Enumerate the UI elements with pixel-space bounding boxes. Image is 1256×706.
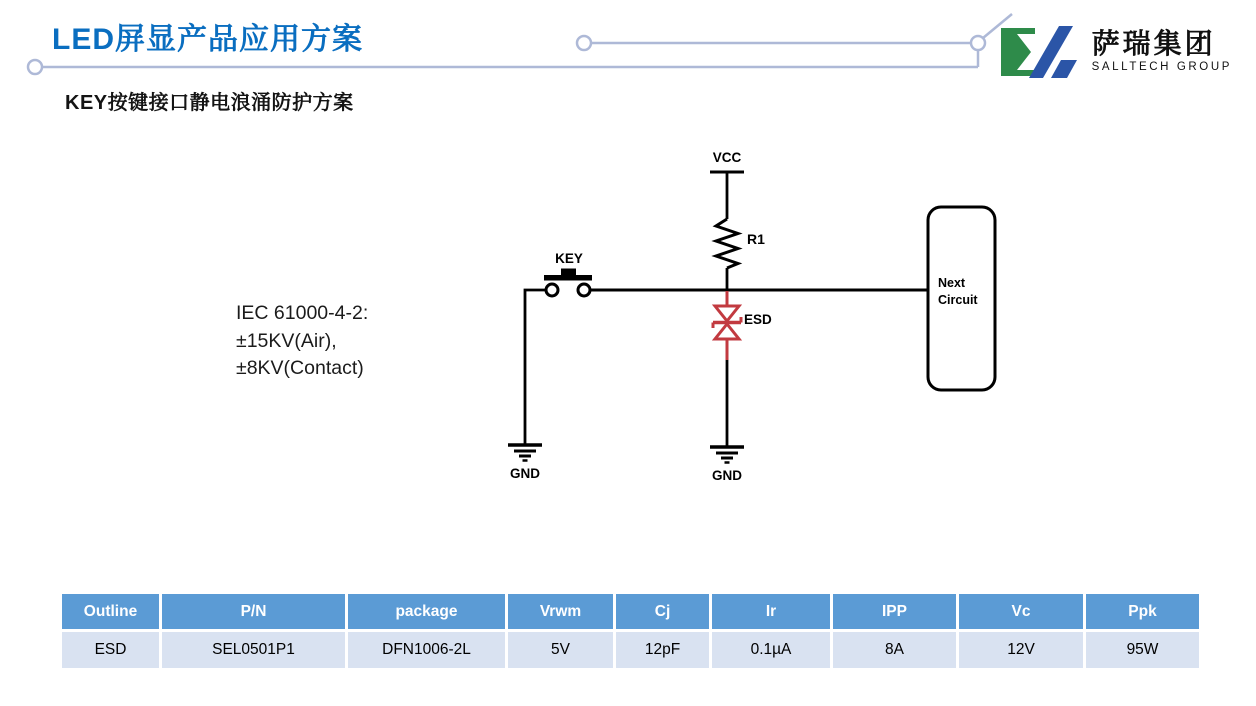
table-header-outline: Outline (62, 594, 159, 629)
table-cell-cj: 12pF (616, 632, 709, 668)
next-circuit-label-line2: Circuit (938, 293, 978, 307)
resistor-r1 (716, 219, 738, 268)
iec-standard-note (236, 300, 368, 383)
logo-name-en: SALLTECH GROUP (1091, 61, 1232, 74)
table-header-vc: Vc (959, 594, 1083, 629)
iec-note-line2: ±15KV(Air), (236, 329, 337, 352)
table-header-pn: P/N (162, 594, 345, 629)
key-terminal-right (578, 284, 590, 296)
table-cell-outline: ESD (62, 632, 159, 668)
gnd-symbol-left (508, 445, 542, 461)
table-cell-package: DFN1006-2L (348, 632, 505, 668)
table-cell-ipp: 8A (833, 632, 956, 668)
table-header-package: package (348, 594, 505, 629)
esd-diode (713, 291, 741, 360)
table-cell-ir: 0.1µA (712, 632, 830, 668)
table-cell-vc: 12V (959, 632, 1083, 668)
page-title: LED屏显产品应用方案 (52, 23, 363, 56)
table-cell-pn: SEL0501P1 (162, 632, 345, 668)
company-logo (1000, 26, 1232, 78)
gnd-left-label: GND (510, 466, 540, 481)
table-header-ipp: IPP (833, 594, 956, 629)
circuit-diagram (450, 140, 1010, 490)
next-circuit-label-line1: Next (938, 276, 966, 290)
table-header-ppk: Ppk (1086, 594, 1199, 629)
gnd-symbol-right (710, 447, 744, 463)
spec-table (62, 594, 1199, 668)
iec-note-line3: ±8KV(Contact) (236, 357, 364, 379)
table-cell-ppk: 95W (1086, 632, 1199, 668)
iec-note-line1: IEC 61000-4-2: (236, 302, 369, 324)
key-switch-actuator (561, 269, 576, 276)
key-label: KEY (555, 251, 583, 266)
section-title: KEY按键接口静电浪涌防护方案 (65, 92, 354, 114)
table-header-cj: Cj (616, 594, 709, 629)
esd-label: ESD (744, 312, 772, 327)
key-switch-cap (544, 275, 592, 281)
table-header-vrwm: Vrwm (508, 594, 613, 629)
key-terminal-left (546, 284, 558, 296)
gnd-right-label: GND (712, 468, 742, 483)
key-ground-wire (525, 290, 546, 445)
table-cell-vrwm: 5V (508, 632, 613, 668)
table-header-ir: Ir (712, 594, 830, 629)
logo-name-cn: 萨瑞集团 (1091, 28, 1216, 60)
logo-mark-icon (1000, 26, 1082, 78)
vcc-label: VCC (712, 150, 742, 165)
r1-label: R1 (747, 231, 765, 247)
